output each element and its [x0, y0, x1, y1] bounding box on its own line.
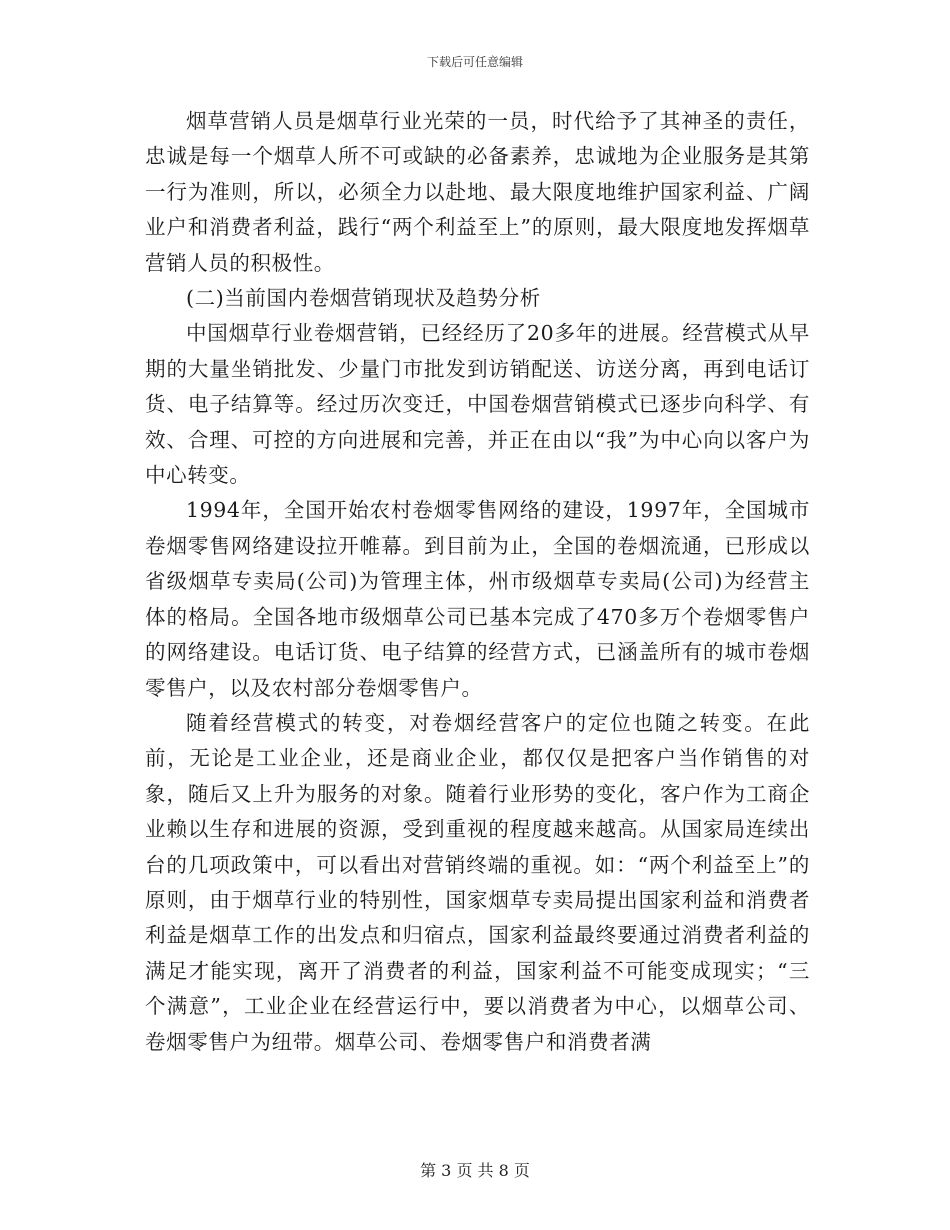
paragraph-history: 中国烟草行业卷烟营销，已经经历了20多年的进展。经营模式从早期的大量坐销批发、少量门市批发到访销配送、访送分离，再到电话订货、电子结算等。经过历次变迁，中国卷烟营销模式已逐步向科学、有效、合理、可控的方向进展和完善，并正在由以“我”为中心向以客户为中心转变。	[145, 321, 810, 488]
section-heading: (二)当前国内卷烟营销现状及趋势分析	[186, 286, 541, 311]
paragraph-customer-positioning: 随着经营模式的转变，对卷烟经营客户的定位也随之转变。在此前，无论是工业企业，还是商业企业，都仅仅是把客户当作销售的对象，随后又上升为服务的对象。随着行业形势的变化，客户作为工商企业赖以生存和进展的资源，受到重视的程度越来越高。从国家局连续出台的几项政策中，可以看出对营销终端的重视。如：“两个利益至上”的原则，由于烟草行业的特别性，国家烟草专卖局提出国家利益和消费者利益是烟草工作的出发点和归宿点，国家利益最终要通过消费者利益的满足才能实现，离开了消费者的利益，国家利益不可能变成现实；“三个满意”，工业企业在经营运行中，要以消费者为中心，以烟草公司、卷烟零售户为纽带。烟草公司、卷烟零售户和消费者满	[145, 710, 810, 1054]
page-header: 下载后可任意编辑	[426, 55, 523, 69]
page-number: 第 3 页 共 8 页	[420, 1161, 530, 1180]
paragraph-network: 1994年，全国开始农村卷烟零售网络的建设，1997年，全国城市卷烟零售网络建设拉开帷幕。到目前为止，全国的卷烟流通，已形成以省级烟草专卖局(公司)为管理主体，州市级烟草专卖局(公司)为经营主体的格局。全国各地市级烟草公司已基本完成了470多万个卷烟零售户的网络建设。电话订货、电子结算的经营方式，已涵盖所有的城市卷烟零售户，以及农村部分卷烟零售户。	[145, 498, 810, 700]
paragraph-loyalty: 烟草营销人员是烟草行业光荣的一员，时代给予了其神圣的责任，忠诚是每一个烟草人所不可或缺的必备素养，忠诚地为企业服务是其第一行为准则，所以，必须全力以赴地、最大限度地维护国家利益、广阔业户和消费者利益，践行“两个利益至上”的原则，最大限度地发挥烟草营销人员的积极性。	[145, 109, 810, 275]
document-body	[145, 104, 810, 1060]
